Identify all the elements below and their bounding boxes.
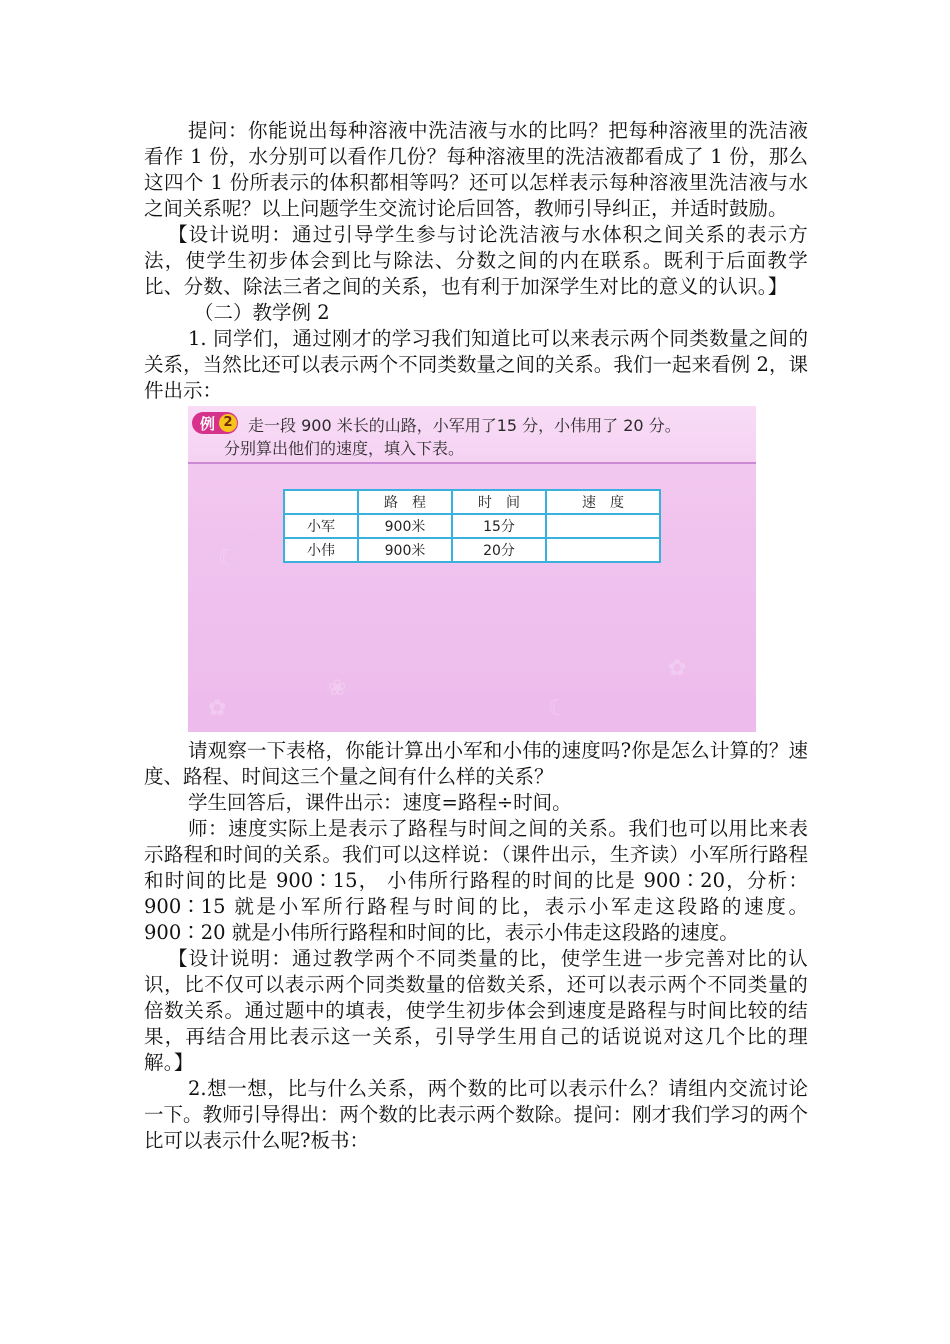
think-question: 2.想一想，比与什么关系，两个数的比可以表示什么？请组内交流讨论一下。教师引导得出：两个数的比表示两个数除。提问：刚才我们学习的两个比可以表示什么呢?板书：: [144, 1077, 808, 1152]
design-note-2: 【设计说明：通过教学两个不同类量的比，使学生进一步完善对比的认识，比不仅可以表示两个同类数量的倍数关系，还可以表示两个不同类量的倍数关系。通过题中的填表，使学生初步体会到速度是路程与时间比较的结果，再结合用比表示这一关系，引导学生用自己的话说说对这几个比的理解。】: [144, 947, 808, 1074]
slide-problem-line-2: 分别算出他们的速度，填入下表。: [224, 439, 465, 458]
table-header-cell: 速 度: [546, 490, 660, 514]
table-header-row: [284, 490, 660, 514]
example-2-intro: 1. 同学们，通过刚才的学习我们知道比可以来表示两个同类数量之间的关系，当然比还可以表示两个不同类数量之间的关系。我们一起来看例 2，课件出示：: [144, 327, 808, 402]
table-cell: 900米: [358, 514, 452, 538]
table-row: [284, 514, 660, 538]
speed-formula-paragraph: 学生回答后，课件出示：速度=路程÷时间。: [188, 791, 572, 814]
table-header-cell: 路 程: [358, 490, 452, 514]
table-cell: 小伟: [284, 538, 358, 562]
teacher-explanation: 师：速度实际上是表示了路程与时间之间的关系。我们也可以用比来表示路程和时间的关系。我们可以这样说：（课件出示，生齐读）小军所行路程和时间的比是 900∶15， 小伟所行路程的时间的比是 900∶20，分析：900∶15 就是小军所行路程与时间的比，表示小军走这段路的速度。900∶20 就是小伟所行路程和时间的比，表示小伟走这段路的速度。: [144, 817, 808, 944]
table-cell: [546, 514, 660, 538]
table-cell: [546, 538, 660, 562]
slide-problem-line-1: 走一段 900 米长的山路，小军用了15 分，小伟用了 20 分。: [248, 416, 681, 435]
slide-banner: [188, 406, 756, 464]
table-row: [284, 538, 660, 562]
table-cell: 15分: [452, 514, 546, 538]
observe-question: 请观察一下表格，你能计算出小军和小伟的速度吗?你是怎么计算的？速度、路程、时间这三个量之间有什么样的关系？: [144, 739, 808, 788]
example-badge-label: 例: [200, 415, 216, 433]
table-cell: 20分: [452, 538, 546, 562]
table-cell: 小军: [284, 514, 358, 538]
table-header-cell: [284, 490, 358, 514]
section-heading-example-2: （二）教学例 2: [194, 301, 330, 324]
design-note-1: 【设计说明：通过引导学生参与讨论洗洁液与水体积之间关系的表示方法，使学生初步体会到比与除法、分数之间的内在联系。既利于后面教学比、分数、除法三者之间的关系，也有利于加深学生对比的意义的认识。】: [144, 223, 808, 298]
example-badge: [192, 412, 238, 434]
courseware-slide: ☾ ✿ ❀ ☾ ✿ 例 2 走一段 900 米长的山路，小军用了15 分，小伟用了 20 分。 分别算出他们的速度，填入下表。 路 程 时 间 速 度 小军 900米 15分 小伟 900米 20分: [188, 406, 756, 732]
table-cell: 900米: [358, 538, 452, 562]
example-badge-number: 2: [219, 414, 237, 432]
document-page: [144, 118, 808, 1154]
question-paragraph: 提问：你能说出每种溶液中洗洁液与水的比吗？把每种溶液里的洗洁液看作 1 份，水分别可以看作几份？每种溶液里的洗洁液都看成了 1 份，那么这四个 1 份所表示的体积都相等吗？还可以怎样表示每种溶液里洗洁液与水之间关系呢？以上问题学生交流讨论后回答，教师引导纠正，并适时鼓励。: [144, 119, 808, 220]
table-header-cell: 时 间: [452, 490, 546, 514]
speed-table: [283, 489, 661, 563]
